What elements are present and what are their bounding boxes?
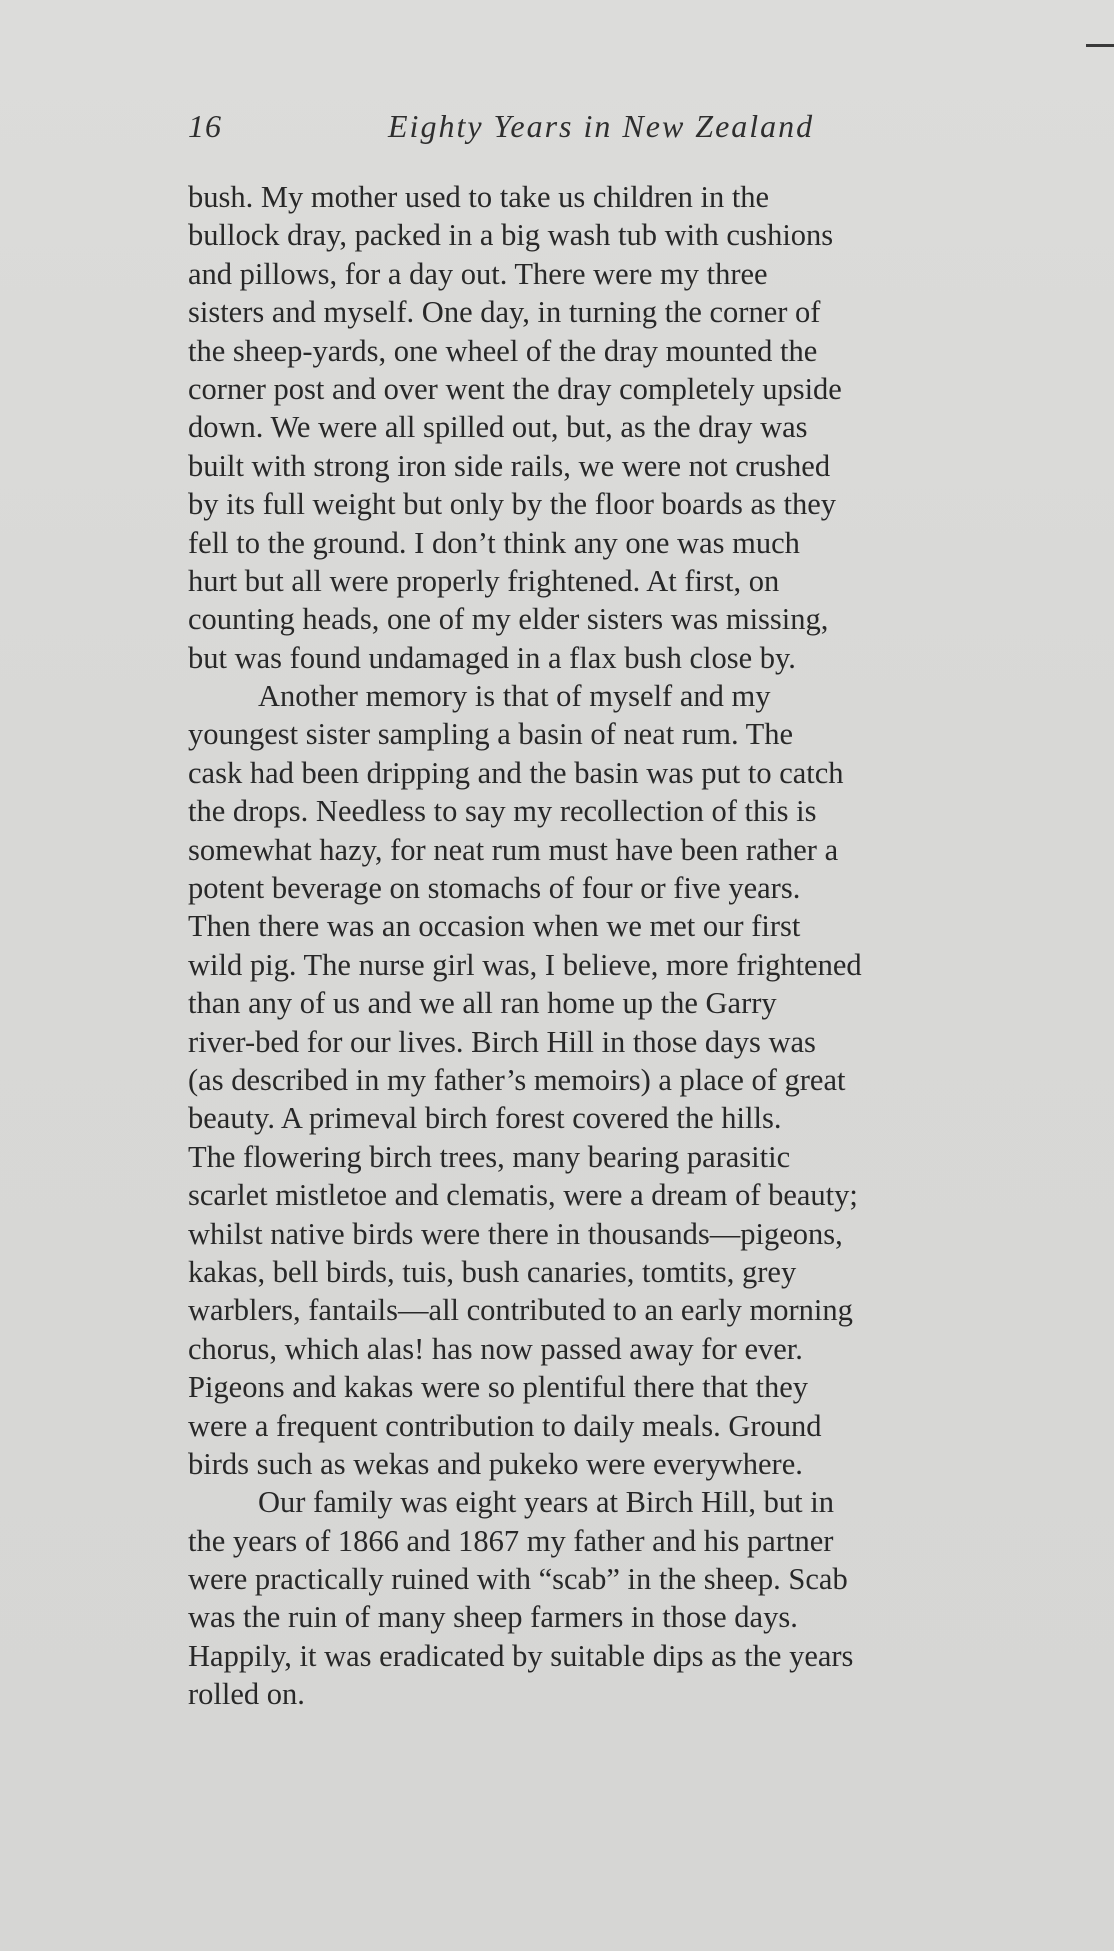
text-line: the drops. Needless to say my recollection of this is (188, 794, 817, 829)
text-line: Happily, it was eradicated by suitable dips as the years (188, 1638, 854, 1673)
text-line: scarlet mistletoe and clematis, were a dream of beauty; (188, 1178, 858, 1213)
text-line: was the ruin of many sheep farmers in those days. (188, 1600, 798, 1635)
paragraph-first-line: Our family was eight years at Birch Hill, but in (258, 1485, 834, 1520)
page-number: 16 (188, 108, 222, 144)
text-line: whilst native birds were there in thousands—pigeons, (188, 1216, 843, 1251)
text-line: (as described in my father’s memoirs) a place of great (188, 1062, 846, 1097)
text-line: kakas, bell birds, tuis, bush canaries, tomtits, grey (188, 1254, 797, 1289)
running-title: Eighty Years in New Zealand (388, 108, 815, 144)
text-line: bush. My mother used to take us children in the (188, 180, 770, 214)
text-line: the sheep-yards, one wheel of the dray mounted the (188, 333, 818, 368)
body-text (188, 178, 1074, 1758)
text-line: The flowering birch trees, many bearing parasitic (188, 1139, 791, 1174)
text-line: cask had been dripping and the basin was put to catch (188, 755, 844, 790)
text-line: and pillows, for a day out. There were my three (188, 256, 768, 291)
text-line: chorus, which alas! has now passed away for ever. (188, 1331, 803, 1366)
text-line: the years of 1866 and 1867 my father and his partner (188, 1523, 834, 1558)
text-line: hurt but all were properly frightened. At first, on (188, 563, 780, 598)
text-line: wild pig. The nurse girl was, I believe, more frightened (188, 947, 862, 982)
running-head (188, 108, 888, 152)
text-line: by its full weight but only by the floor boards as they (188, 487, 837, 522)
text-line: birds such as wekas and pukeko were everywhere. (188, 1446, 803, 1481)
text-line: bullock dray, packed in a big wash tub with cushions (188, 218, 834, 253)
text-line: youngest sister sampling a basin of neat rum. The (188, 717, 794, 752)
page-edge-mark (1086, 44, 1114, 47)
text-line: river-bed for our lives. Birch Hill in those days was (188, 1024, 816, 1059)
text-line: beauty. A primeval birch forest covered the hills. (188, 1101, 782, 1136)
text-line: somewhat hazy, for neat rum must have been rather a (188, 832, 839, 867)
text-line: were practically ruined with “scab” in the sheep. Scab (188, 1562, 848, 1597)
text-line: rolled on. (188, 1677, 305, 1712)
text-line: but was found undamaged in a flax bush close by. (188, 640, 796, 675)
text-line: Pigeons and kakas were so plentiful there that they (188, 1370, 808, 1405)
text-line: than any of us and we all ran home up the Garry (188, 986, 777, 1021)
text-line: were a frequent contribution to daily meals. Ground (188, 1408, 822, 1443)
text-line: Then there was an occasion when we met our first (188, 909, 801, 944)
text-line: warblers, fantails—all contributed to an early morning (188, 1293, 853, 1328)
text-line: built with strong iron side rails, we were not crushed (188, 448, 831, 483)
text-line: down. We were all spilled out, but, as the dray was (188, 410, 808, 445)
paragraph-first-line: Another memory is that of myself and my (258, 679, 771, 714)
text-line: fell to the ground. I don’t think any one was much (188, 525, 800, 560)
text-line: counting heads, one of my elder sisters was missing, (188, 602, 829, 637)
text-line: sisters and myself. One day, in turning the corner of (188, 295, 821, 330)
text-line: corner post and over went the dray completely upside (188, 371, 842, 406)
text-line: potent beverage on stomachs of four or five years. (188, 871, 801, 906)
